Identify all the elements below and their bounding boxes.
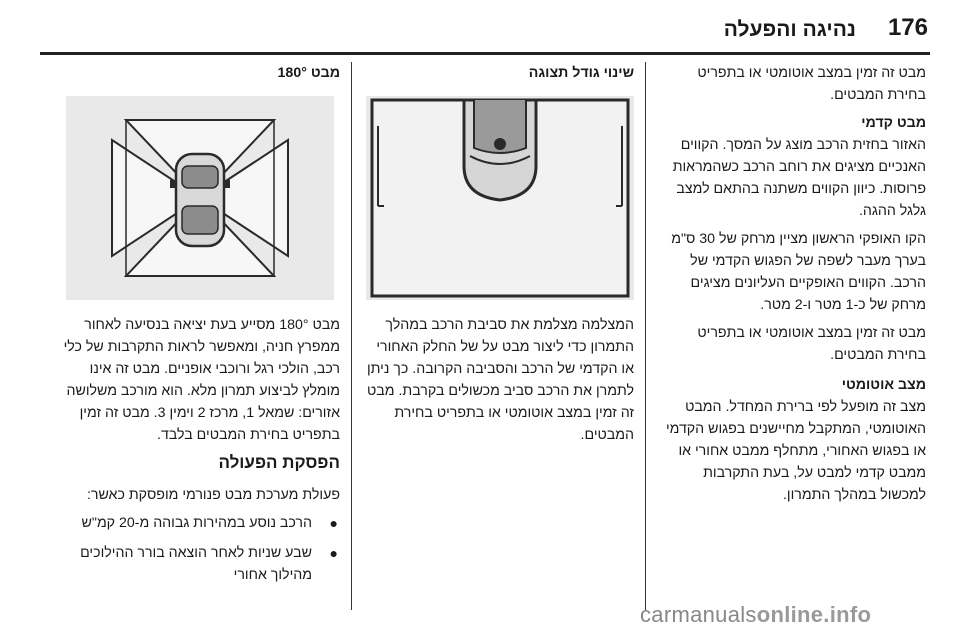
bullet-icon: ● bbox=[329, 515, 338, 531]
view-180-figure bbox=[66, 96, 334, 300]
right-paragraph-1: מבט זה זמין במצב אוטומטי או בתפריט בחירת המבטים. bbox=[697, 65, 926, 103]
stop-operation-paragraph: פעולת מערכת מבט פנורמי מופסקת כאשר: bbox=[86, 487, 340, 503]
list-item bbox=[62, 542, 340, 586]
right-paragraph-5: מצב זה מופעל לפי ברירת המחדל. המבט האוטומטי, המתקבל מחיישנים בפגוש הקדמי או בפגוש האחורי, מתחלף ממבט אחורי או ממבט קדמי למבט על, בעת התקרבות למכשול במהלך התמרון. bbox=[665, 399, 926, 503]
page-title: נהיגה והפעלה bbox=[723, 18, 856, 41]
view-180-heading: מבט 180° bbox=[277, 65, 340, 81]
right-paragraph-2: האזור בחזית הרכב מוצג על המסך. הקווים האנכיים מציגים את רוחב הרכב כשהמראות פרוסות. כיוון הקווים משתנה בהתאם למצב גלגל ההגה. bbox=[672, 137, 926, 219]
watermark-part-2: online.info bbox=[756, 602, 872, 627]
list-item-text: שבע שניות לאחר הוצאה בורר ההילוכים מהילוך אחורי bbox=[80, 545, 312, 583]
view-180-paragraph: מבט 180° מסייע בעת יציאה בנסיעה לאחור ממפרץ חניה, ומאפשר לראות התקרבות של כלי רכב, הולכי רגל ורוכבי אופניים. מבט זה אינו מומלץ לביצוע תמרון מלא. הוא מורכב משלושה אזורים: שמאל 1, מרכז 2 וימין 3. מבט זה זמין בתפריט בחירת המבטים בלבד. bbox=[63, 317, 340, 443]
bullet-icon: ● bbox=[329, 545, 338, 561]
car-top-view-icon bbox=[170, 154, 230, 246]
stop-conditions-list bbox=[62, 512, 340, 586]
page-number: 176 bbox=[887, 14, 928, 41]
column-divider-right bbox=[645, 62, 646, 610]
front-view-heading: מבט קדמי bbox=[861, 115, 926, 131]
zoom-paragraph: המצלמה מצלמת את סביבת הרכב במהלך התמרון כדי ליצור מבט על של החלק האחורי או הקדמי של הרכב והסביבה הקרובה. כך ניתן לתמרן את הרכב סביב מכשולים בקרבת. מבט זה זמין במצב אוטומטי או בתפריט בחירת המבטים. bbox=[366, 317, 634, 443]
auto-mode-heading: מצב אוטומטי bbox=[841, 377, 926, 393]
column-divider-left bbox=[351, 62, 352, 610]
middle-column bbox=[366, 62, 634, 452]
watermark bbox=[640, 602, 871, 628]
header-rule bbox=[40, 52, 930, 55]
zoom-heading: שינוי גודל תצוגה bbox=[528, 65, 634, 81]
zoom-view-illustration bbox=[366, 96, 634, 300]
right-column bbox=[658, 62, 926, 512]
watermark-part-1: carmanuals bbox=[640, 602, 757, 627]
zoom-view-figure bbox=[366, 96, 634, 300]
view-180-illustration bbox=[66, 96, 334, 300]
list-item-text: הרכב נוסע במהירות גבוהה מ-20 קמ"ש bbox=[81, 515, 312, 531]
right-paragraph-4: מבט זה זמין במצב אוטומטי או בתפריט בחירת המבטים. bbox=[697, 325, 926, 363]
left-column bbox=[62, 62, 340, 594]
car-top-view-icon bbox=[464, 100, 536, 200]
stop-operation-heading: הפסקת הפעולה bbox=[218, 453, 340, 472]
list-item bbox=[62, 512, 340, 534]
right-paragraph-3: הקו האופקי הראשון מציין מרחק של 30 ס"מ בערך מעבר לשפה של הפגוש הקדמי של הרכב. הקווים האופקיים העליונים מציגים מרחק של כ-1 מטר ו-2 מטר. bbox=[671, 231, 926, 313]
